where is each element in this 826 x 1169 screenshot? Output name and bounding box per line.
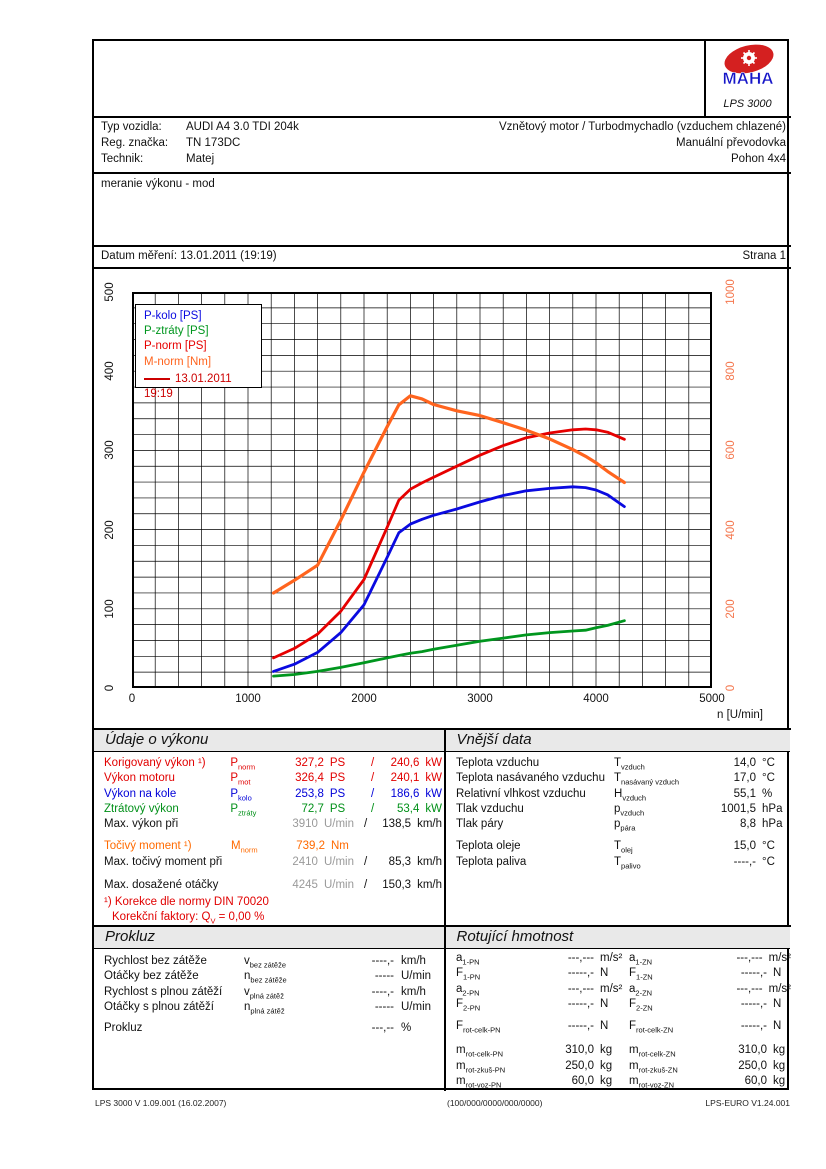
footer-version-right: LPS-EURO V1.24.001 [705,1098,790,1108]
data-row: $m_{rot-zkuš-PN}$ 250,0 kg [456,1059,613,1075]
data-row: $F_{1-ZN}$ -----,- N [629,967,782,982]
logo-product-label: LPS 3000 [723,98,772,110]
data-row: Relativní vlhkost vzduchu $H_{vzduch}$ 55,1 % [456,787,773,802]
tick-label: 0 [128,693,136,705]
data-row: Teplota vzduchu $T_{vzduch}$ 14,0 °C [456,757,775,772]
curve-p-norm [274,429,625,658]
prokluz-rows [104,955,442,1037]
row-spacer [456,1035,628,1044]
data-row: $m_{rot-celk-ZN}$ 310,0 kg [629,1044,786,1059]
data-row: $a_{1-PN}$ ---,--- m/s² [456,952,623,967]
data-row: Ztrátový výkon $P_{ztráty}$ 72,7 PS / 53,4 kW [104,802,442,818]
data-row: Točivý moment ¹) $M_{norm}$ 739,2 Nm [104,840,349,855]
row-spacer [456,833,786,840]
tick-label: 300 [104,440,116,460]
rotujici-zn-rows [629,952,791,1090]
legend-line-sample [144,378,170,380]
data-row: Otáčky s plnou zátěží $n_{plná zátěž}$ ----- U/min [104,1000,432,1016]
data-row: $a_{2-ZN}$ ---,--- m/s² [629,982,791,997]
tick-label: 400 [725,520,737,540]
section-title-vnejsi: Vnější data [446,730,790,752]
legend-item-pztraty: P-ztráty [PS] [144,325,209,338]
gearbox-text: Manuální převodovka [676,137,786,149]
reg-plate-label: Reg. značka: [101,137,169,149]
divider [92,116,791,118]
divider [92,267,791,269]
column-divider [444,728,446,1091]
data-row: Výkon na kole $P_{kolo}$ 253,8 PS / 186,6 kW [104,787,442,802]
row-spacer [456,1013,628,1020]
data-row: $F_{rot-celk-ZN}$ -----,- N [629,1020,782,1035]
footer-version-left: LPS 3000 V 1.09.001 (16.02.2007) [95,1098,227,1108]
data-row: Teplota paliva $T_{palivo}$ ----,- °C [456,855,775,871]
section-title-prokluz: Prokluz [94,927,444,949]
data-row: $a_{2-PN}$ ---,--- m/s² [456,982,623,997]
section-title-rotujici: Rotující hmotnost [446,927,790,949]
data-row: Výkon motoru $P_{mot}$ 326,4 PS / 240,1 kW [104,772,442,787]
technician-value: Matej [186,153,215,165]
data-row: $m_{rot-voz-PN}$ 60,0 kg [456,1075,613,1090]
curve-m-norm [274,396,625,593]
data-row: Max. točivý moment při 2410 U/min / 85,3 km/h [104,855,442,868]
data-row: Teplota oleje $T_{olej}$ 15,0 °C [456,840,775,855]
tick-label: 200 [725,599,737,619]
data-row: Korigovaný výkon ¹) $P_{norm}$ 327,2 PS / 240,6 kW [104,757,442,772]
tick-label: 500 [104,282,116,302]
data-row: $m_{rot-celk-PN}$ 310,0 kg [456,1044,613,1059]
maha-logo-icon [716,43,780,91]
footer-code-center: (100/000/0000/000/0000) [447,1098,543,1108]
tick-label: 3000 [467,693,493,705]
udaje-rows [104,757,442,894]
svg-text:MAHA: MAHA [722,69,773,88]
data-row: Max. dosažené otáčky 4245 U/min / 150,3 km/h [104,879,442,892]
tick-label: 400 [104,361,116,381]
data-row: Max. výkon při 3910 U/min / 138,5 km/h [104,818,442,831]
data-row: $a_{1-ZN}$ ---,--- m/s² [629,952,791,967]
data-row: Prokluz ---,-- % [104,1022,412,1035]
drive-text: Pohon 4x4 [731,153,786,165]
tick-label: 0 [104,684,116,692]
tick-label: 1000 [235,693,261,705]
chart-legend [135,304,262,401]
data-row: $F_{2-PN}$ -----,- N [456,997,609,1013]
legend-item-mnorm: M-norm [Nm] [144,355,212,368]
engine-type-text: Vznětový motor / Turbodmychadlo (vzduchem chlazené) [499,121,786,133]
footnote-correction: Korekční faktory: $Q_V = 0,00$ % [112,911,265,926]
reg-plate-value: TN 173DC [186,137,241,149]
row-spacer [629,1035,791,1044]
measure-date-text: Datum měření: 13.01.2011 (19:19) [101,250,277,262]
data-row: Otáčky bez zátěže $n_{bez zátěže}$ ----- U/min [104,970,432,985]
tick-label: 0 [725,684,737,692]
divider [92,172,791,174]
data-row: $F_{2-ZN}$ -----,- N [629,997,782,1013]
x-axis-title: n [U/min] [716,709,763,721]
tick-label: 5000 [699,693,725,705]
curve-p-kolo [274,487,625,672]
data-row: Teplota nasávaného vzduchu $T_{nasávaný vzduch}$ 17,0 °C [456,772,775,787]
data-row: Tlak páry $p_{pára}$ 8,8 hPa [456,818,783,833]
vehicle-type-label: Typ vozidla: [101,121,162,133]
data-row: $m_{rot-zkuš-ZN}$ 250,0 kg [629,1059,786,1075]
data-row: Tlak vzduchu $p_{vzduch}$ 1001,5 hPa [456,802,783,818]
technician-label: Technik: [101,153,144,165]
data-row: $F_{rot-celk-PN}$ -----,- N [456,1020,609,1035]
data-row: Rychlost bez zátěže $v_{bez zátěže}$ ----,- km/h [104,955,426,970]
tick-label: 2000 [351,693,377,705]
page-number-text: Strana 1 [742,250,786,262]
row-spacer [629,1013,791,1020]
legend-run-date: 13.01.2011 19:19 [144,372,232,401]
row-spacer [104,833,442,840]
divider [92,245,791,247]
vnejsi-rows [456,757,786,871]
vehicle-type-value: AUDI A4 3.0 TDI 204k [186,121,299,133]
tick-label: 200 [104,520,116,540]
data-row: Rychlost s plnou zátěží $v_{plná zátěž}$ ----,- km/h [104,985,426,1000]
footnote-din: ¹) Korekce dle normy DIN 70020 [104,896,269,908]
section-title-udaje: Údaje o výkonu [94,730,444,752]
tick-label: 800 [725,361,737,381]
comment-text: meranie výkonu - mod [101,178,215,190]
tick-label: 4000 [583,693,609,705]
rotujici-pn-rows [456,952,628,1090]
tick-label: 600 [725,440,737,460]
curve-p-ztráty [274,621,625,676]
row-spacer [104,871,442,879]
tick-label: 100 [104,599,116,619]
legend-item-pnorm: P-norm [PS] [144,340,207,353]
data-row: $F_{1-PN}$ -----,- N [456,967,609,982]
legend-item-pkolo: P-kolo [PS] [144,310,202,322]
data-row: $m_{rot-voz-ZN}$ 60,0 kg [629,1075,786,1090]
tick-label: 1000 [725,279,737,305]
maha-logo-box [704,41,789,116]
